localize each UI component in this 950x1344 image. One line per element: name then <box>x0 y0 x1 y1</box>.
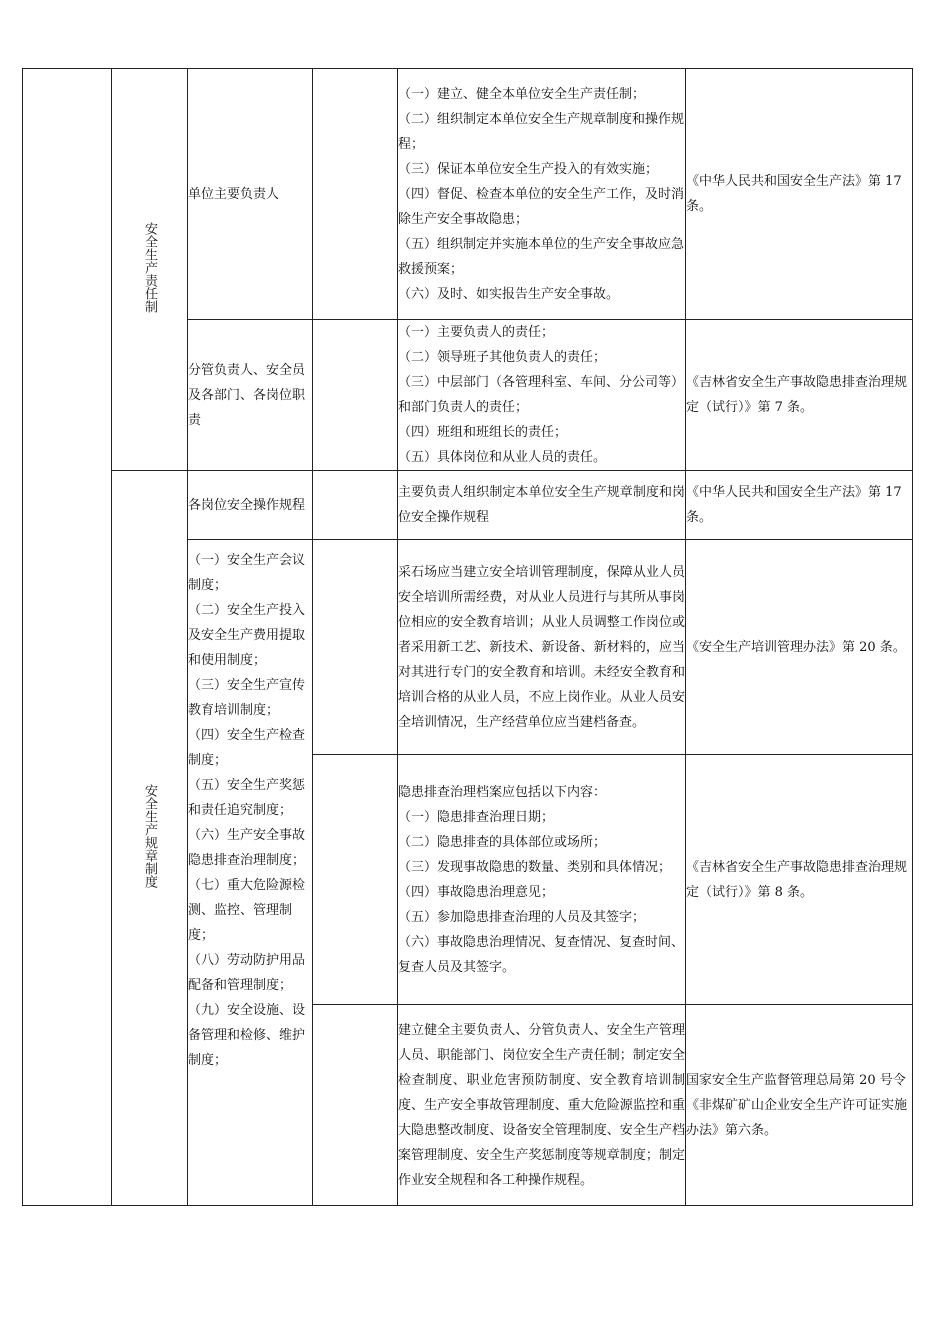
section-responsibility <box>112 69 188 471</box>
blank-cell <box>313 755 398 1005</box>
blank-cell <box>313 471 398 540</box>
content-line: （一）隐患排查治理日期； <box>398 809 555 825</box>
content-line: （三）发现事故隐患的数量、类别和具体情况； <box>398 859 672 875</box>
item-line: （六）生产安全事故隐患排查治理制度； <box>188 828 306 868</box>
basis-cell <box>686 471 913 540</box>
content-line: （五）参加隐患排查治理的人员及其签字； <box>398 909 646 925</box>
blank-cell <box>313 69 398 320</box>
item-cell <box>188 320 313 471</box>
blank-first-column <box>23 69 112 1206</box>
safety-requirements-table <box>22 68 913 1206</box>
item-line: （八）劳动防护用品配备和管理制度； <box>188 953 306 993</box>
item-cell <box>188 471 313 540</box>
content-line: （三）保证本单位安全生产投入的有效实施； <box>398 161 659 177</box>
basis-cell <box>686 755 913 1005</box>
table-row <box>23 69 913 320</box>
basis-cell <box>686 1005 913 1206</box>
basis-text: 《中华人民共和国安全生产法》第 17 条。 <box>686 174 902 214</box>
basis-text: 《吉林省安全生产事故隐患排查治理规定（试行）》第 8 条。 <box>686 859 908 900</box>
content-cell <box>398 540 686 755</box>
item-line: （九）安全设施、设备管理和检修、维护制度； <box>188 1003 306 1068</box>
section-rules <box>112 471 188 1206</box>
content-line: （五）具体岗位和从业人员的责任。 <box>398 450 607 465</box>
item-cell <box>188 69 313 320</box>
content-line: （二）隐患排查的具体部位或场所； <box>398 834 607 850</box>
content-text: 建立健全主要负责人、分管负责人、安全生产管理人员、职能部门、岗位安全生产责任制；制定安全检查制度、职业危害预防制度、安全教育培训制度、生产安全事故管理制度、重大危险源监控和重大隐患整改制度、设备安全管理制度、安全生产档案管理制度、安全生产奖惩制度等规章制度；制定作业安全规程和各工种操作规程。 <box>398 1022 685 1188</box>
item-line: （七）重大危险源检测、监控、管理制度； <box>188 878 306 943</box>
content-cell <box>398 69 686 320</box>
basis-text: 国家安全生产监督管理总局第 20 号令《非煤矿矿山企业安全生产许可证实施办法》第六条。 <box>686 1072 908 1138</box>
blank-cell <box>313 320 398 471</box>
content-cell <box>398 320 686 471</box>
basis-text: 《吉林省安全生产事故隐患排查治理规定（试行）》第 7 条。 <box>686 375 908 415</box>
content-line: （四）事故隐患治理意见； <box>398 884 555 900</box>
item-cell <box>188 540 313 1206</box>
content-text: 采石场应当建立安全培训管理制度，保障从业人员安全培训所需经费，对从业人员进行与其所从事岗位相应的安全教育培训；从业人员调整工作岗位或者采用新工艺、新技术、新设备、新材料的，应当对其进行专门的安全教育和培训。未经安全教育和培训合格的从业人员，不应上岗作业。从业人员安全培训情况，生产经营单位应当建档备查。 <box>398 564 685 730</box>
content-line: （四）督促、检查本单位的安全生产工作，及时消除生产安全事故隐患； <box>398 186 685 227</box>
content-line: （二）组织制定本单位安全生产规章制度和操作规程； <box>398 111 685 152</box>
content-cell <box>398 1005 686 1206</box>
section-label: 安全生产规章制度 <box>142 784 157 888</box>
content-line: （六）事故隐患治理情况、复查情况、复查时间、复查人员及其签字。 <box>398 934 685 975</box>
basis-text: 《安全生产培训管理办法》第 20 条。 <box>686 639 906 655</box>
content-line: 隐患排查治理档案应包括以下内容： <box>398 784 607 800</box>
item-line: （一）安全生产会议制度； <box>188 553 306 593</box>
content-line: （二）领导班子其他负责人的责任； <box>398 350 607 365</box>
content-line: （五）组织制定并实施本单位的生产安全事故应急救援预案； <box>398 236 685 277</box>
content-cell <box>398 755 686 1005</box>
basis-cell <box>686 320 913 471</box>
item-line: （三）安全生产宣传教育培训制度； <box>188 678 306 718</box>
content-line: （四）班组和班组长的责任； <box>398 425 568 440</box>
blank-cell <box>313 540 398 755</box>
item-label: 单位主要负责人 <box>188 186 280 202</box>
content-text: 主要负责人组织制定本单位安全生产规章制度和岗位安全操作规程 <box>398 485 685 525</box>
basis-cell <box>686 540 913 755</box>
content-line: （三）中层部门（各管理科室、车间、分公司等）和部门负责人的责任； <box>398 375 685 415</box>
content-cell <box>398 471 686 540</box>
table-row <box>23 471 913 540</box>
basis-text: 《中华人民共和国安全生产法》第 17 条。 <box>686 485 902 525</box>
item-label: 分管负责人、安全员及各部门、各岗位职责 <box>188 362 306 428</box>
item-line: （四）安全生产检查制度； <box>188 728 306 768</box>
item-line: （二）安全生产投入及安全生产费用提取和使用制度； <box>188 603 306 668</box>
section-label: 安全生产责任制 <box>142 222 157 313</box>
item-label: 各岗位安全操作规程 <box>188 497 306 513</box>
item-line: （五）安全生产奖惩和责任追究制度； <box>188 778 306 818</box>
blank-cell <box>313 1005 398 1206</box>
content-line: （六）及时、如实报告生产安全事故。 <box>398 286 620 302</box>
basis-cell <box>686 69 913 320</box>
content-line: （一）建立、健全本单位安全生产责任制； <box>398 86 646 102</box>
content-line: （一）主要负责人的责任； <box>398 325 555 340</box>
